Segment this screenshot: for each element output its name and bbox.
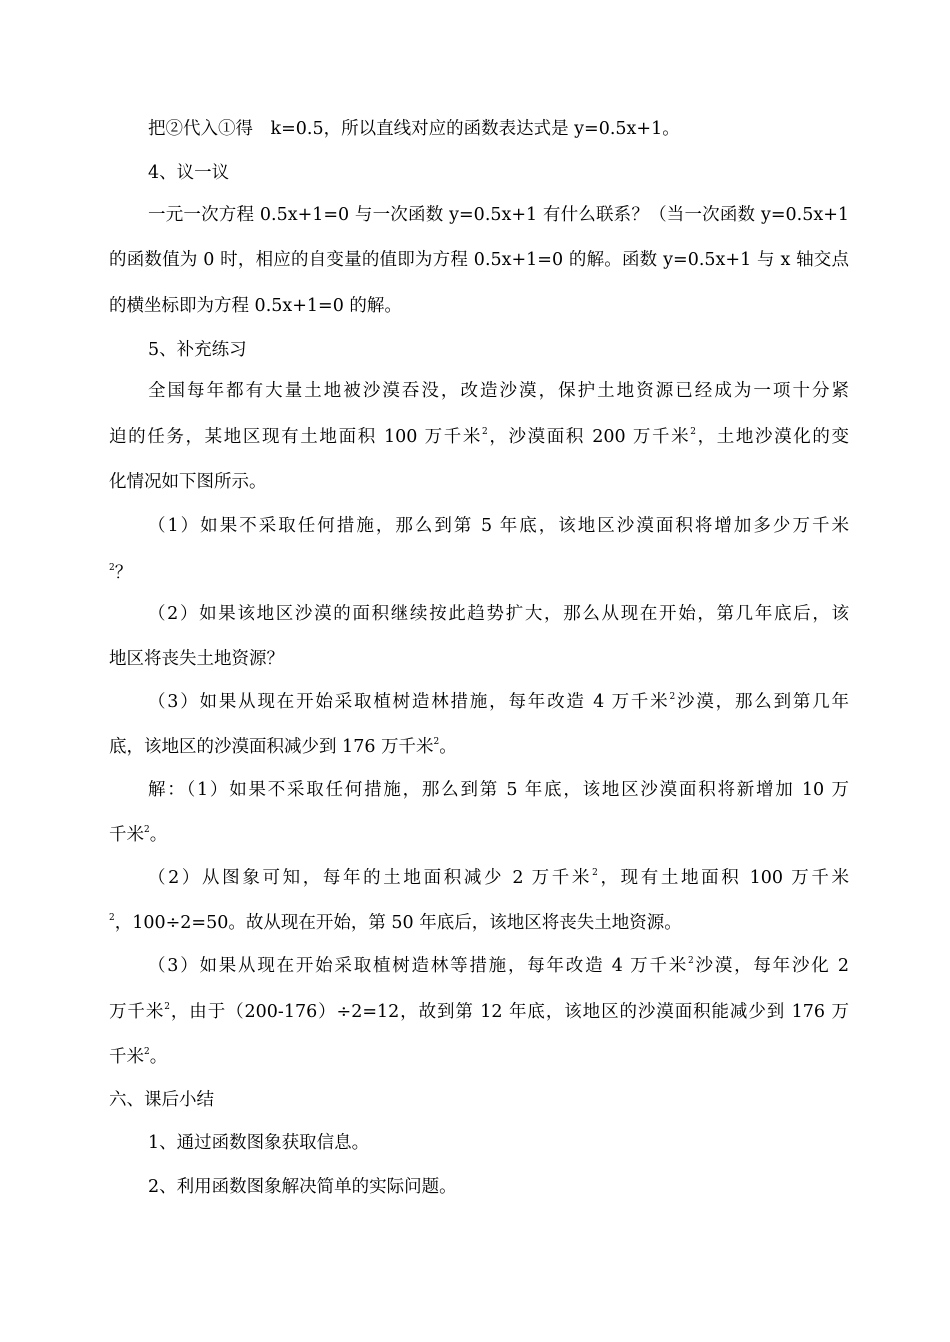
answer-2: （2）从图象可知，每年的土地面积减少 2 万千米$^2$，现有土地面积 100 万千米 <box>148 868 849 888</box>
superscript: 2 <box>433 737 440 747</box>
superscript: 2 <box>669 692 676 702</box>
paragraph-line: 全国每年都有大量土地被沙漠吞没，改造沙漠，保护土地资源已经成为一项十分紧 <box>148 381 849 401</box>
superscript: 2 <box>109 563 115 573</box>
superscript: 2 <box>690 427 696 437</box>
question-3-cont: 底，该地区的沙漠面积减少到 176 万千米$^2$。 <box>109 737 457 757</box>
summary-item-2: 2、利用函数图象解决简单的实际问题。 <box>148 1177 457 1197</box>
answer-3-cont: 万千米$^2$，由于（200-176）÷2=12，故到第 12 年底，该地区的沙漠面积能减少到 176 万 <box>109 1002 849 1022</box>
answer-3: （3）如果从现在开始采取植树造林等措施，每年改造 4 万千米$^2$沙漠，每年沙化 2 <box>148 956 849 976</box>
answer-1-cont: 千米$^2$。 <box>109 825 168 845</box>
superscript: 2 <box>144 825 150 835</box>
paragraph-line: 迫的任务，某地区现有土地面积 100 万千米$^2$，沙漠面积 200 万千米$^2$，土地沙漠化的变 <box>109 427 849 447</box>
answer-1: 解：（1）如果不采取任何措施，那么到第 5 年底，该地区沙漠面积将新增加 10 万 <box>148 780 849 800</box>
superscript: 2 <box>164 1002 170 1012</box>
answer-2-cont: $^2$，100÷2=50。故从现在开始，第 50 年底后，该地区将丧失土地资源。 <box>109 913 682 933</box>
superscript: 2 <box>592 868 598 878</box>
question-2-cont: 地区将丧失土地资源？ <box>109 649 284 669</box>
superscript: 2 <box>109 913 115 923</box>
question-1: （1）如果不采取任何措施，那么到第 5 年底，该地区沙漠面积将增加多少万千米 <box>148 516 849 536</box>
section-heading-discuss: 4、议一议 <box>148 163 230 183</box>
section-heading-summary: 六、课后小结 <box>109 1090 214 1110</box>
answer-3-cont-2: 千米$^2$。 <box>109 1047 168 1067</box>
text-line-substitution: 把②代入①得 k=0.5，所以直线对应的函数表达式是 y=0.5x+1。 <box>148 119 680 139</box>
superscript: 2 <box>144 1047 150 1057</box>
section-heading-exercise: 5、补充练习 <box>148 340 247 360</box>
paragraph-line: 一元一次方程 0.5x+1=0 与一次函数 y=0.5x+1 有什么联系？（当一次函数 y=0.5x+1 <box>148 205 849 225</box>
summary-item-1: 1、通过函数图象获取信息。 <box>148 1133 370 1153</box>
question-1-cont: $^2$？ <box>109 563 133 583</box>
superscript: 2 <box>688 956 694 966</box>
paragraph-line: 化情况如下图所示。 <box>109 472 267 492</box>
superscript: 2 <box>482 427 488 437</box>
question-2: （2）如果该地区沙漠的面积继续按此趋势扩大，那么从现在开始，第几年底后，该 <box>148 604 849 624</box>
question-3: （3）如果从现在开始采取植树造林措施，每年改造 4 万千米$^2$沙漠，那么到第几年 <box>148 692 849 712</box>
paragraph-line: 的横坐标即为方程 0.5x+1=0 的解。 <box>109 296 402 316</box>
paragraph-line: 的函数值为 0 时，相应的自变量的值即为方程 0.5x+1=0 的解。函数 y=0.5x+1 与 x 轴交点 <box>109 250 849 270</box>
